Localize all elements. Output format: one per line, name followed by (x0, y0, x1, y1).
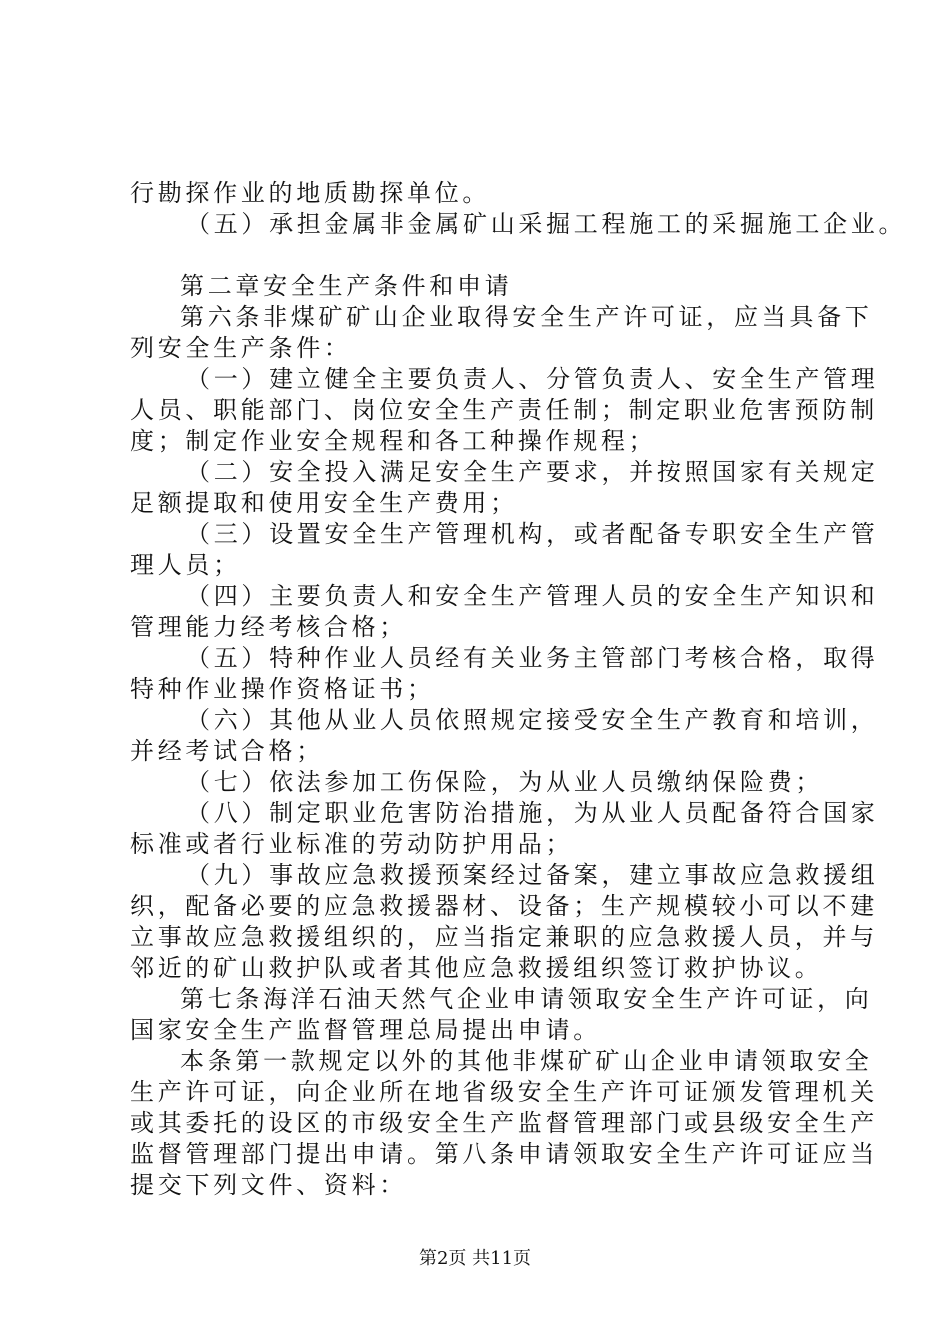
text-line: 第七条海洋石油天然气企业申请领取安全生产许可证，向 (180, 985, 873, 1013)
text-line: （五）特种作业人员经有关业务主管部门考核合格，取得 (186, 644, 879, 672)
chapter-heading: 第二章安全生产条件和申请 (180, 272, 513, 300)
text-line: 国家安全生产监督管理总局提出申请。 (130, 1016, 601, 1044)
text-line: 第六条非煤矿矿山企业取得安全生产许可证，应当具备下 (180, 303, 873, 331)
text-line: （三）设置安全生产管理机构，或者配备专职安全生产管 (186, 520, 879, 548)
text-line: 或其委托的设区的市级安全生产监督管理部门或县级安全生产 (130, 1109, 878, 1137)
text-line: 理人员； (130, 551, 241, 579)
text-line: 人员、职能部门、岗位安全生产责任制；制定职业危害预防制 (130, 396, 878, 424)
page-number-footer: 第2页 共11页 (418, 1248, 532, 1269)
text-line: （一）建立健全主要负责人、分管负责人、安全生产管理 (186, 365, 879, 393)
text-line: （九）事故应急救援预案经过备案，建立事故应急救援组 (186, 861, 879, 889)
text-line: 特种作业操作资格证书； (130, 675, 435, 703)
text-line: 度；制定作业安全规程和各工种操作规程； (130, 427, 657, 455)
text-line: 生产许可证，向企业所在地省级安全生产许可证颁发管理机关 (130, 1078, 878, 1106)
text-line: （二）安全投入满足安全生产要求，并按照国家有关规定 (186, 458, 879, 486)
text-line: 标准或者行业标准的劳动防护用品； (130, 830, 574, 858)
text-line: （八）制定职业危害防治措施，为从业人员配备符合国家 (186, 799, 879, 827)
text-line: （七）依法参加工伤保险，为从业人员缴纳保险费； (186, 768, 824, 796)
text-line: 管理能力经考核合格； (130, 613, 407, 641)
text-line: 并经考试合格； (130, 737, 324, 765)
text-line: 足额提取和使用安全生产费用； (130, 489, 518, 517)
text-line: 监督管理部门提出申请。第八条申请领取安全生产许可证应当 (130, 1140, 878, 1168)
text-line: （五）承担金属非金属矿山采掘工程施工的采掘施工企业。 (186, 210, 907, 238)
text-line: （六）其他从业人员依照规定接受安全生产教育和培训， (186, 706, 879, 734)
text-line: 列安全生产条件： (130, 334, 352, 362)
text-line: 织，配备必要的应急救援器材、设备；生产规模较小可以不建 (130, 892, 878, 920)
text-line: 邻近的矿山救护队或者其他应急救援组织签订救护协议。 (130, 954, 823, 982)
text-line: 立事故应急救援组织的，应当指定兼职的应急救援人员，并与 (130, 923, 878, 951)
text-line: 本条第一款规定以外的其他非煤矿矿山企业申请领取安全 (180, 1047, 873, 1075)
text-line: 提交下列文件、资料： (130, 1171, 407, 1199)
text-line: 行勘探作业的地质勘探单位。 (130, 179, 491, 207)
text-line: （四）主要负责人和安全生产管理人员的安全生产知识和 (186, 582, 879, 610)
